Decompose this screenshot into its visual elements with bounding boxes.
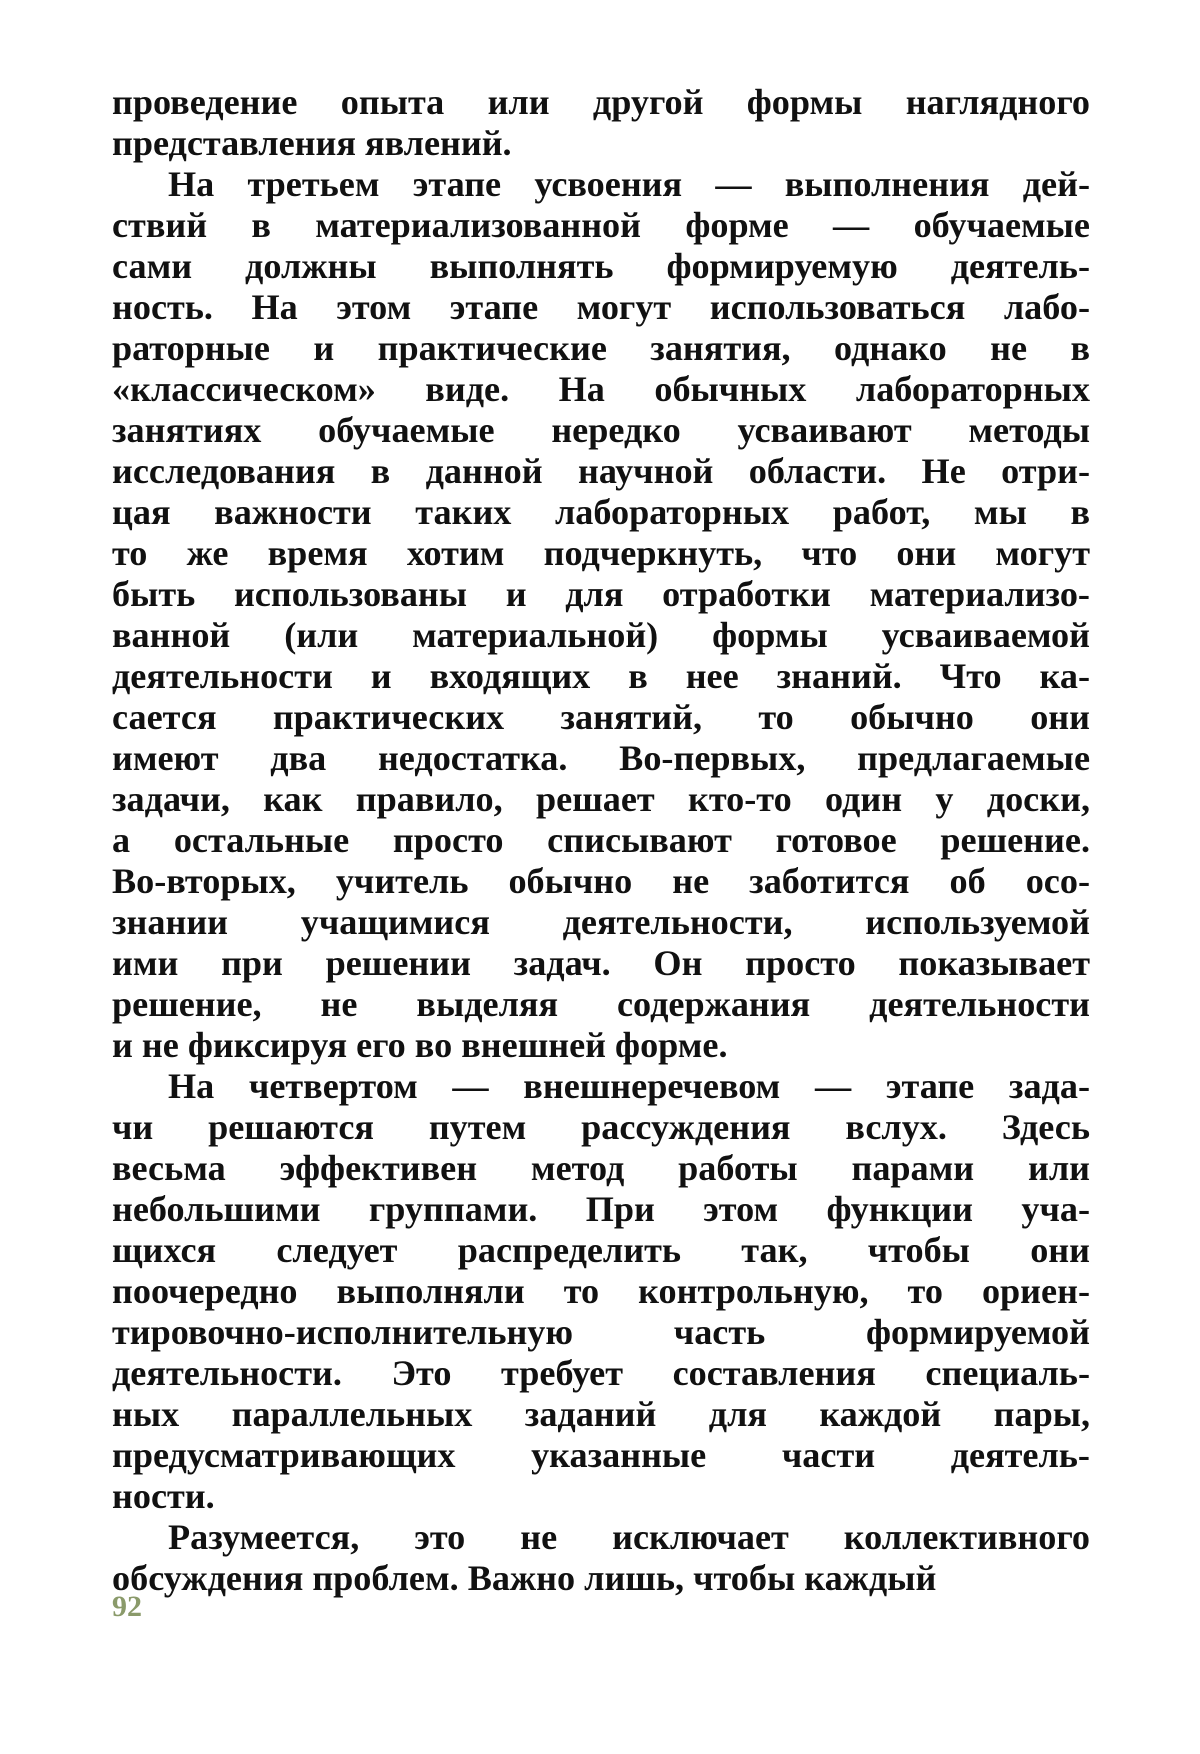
text-line: щихся следует распределить так, чтобы они xyxy=(112,1230,1090,1270)
text-line: представления явлений. xyxy=(112,123,512,163)
text-line: Во-вторых, учитель обычно не заботится об осо- xyxy=(112,861,1090,901)
paragraph xyxy=(112,164,1090,1066)
text-line: На четвертом — внешнеречевом — этапе зада- xyxy=(168,1066,1090,1106)
text-line: а остальные просто списывают готовое решение. xyxy=(112,820,1090,860)
text-line: ими при решении задач. Он просто показывает xyxy=(112,943,1090,983)
text-line: деятельности и входящих в нее знаний. Что ка- xyxy=(112,656,1090,696)
body-text xyxy=(112,82,1090,1599)
text-line: и не фиксируя его во внешней форме. xyxy=(112,1025,728,1065)
text-line: ность. На этом этапе могут использоваться лабо- xyxy=(112,287,1090,327)
text-line: цая важности таких лабораторных работ, мы в xyxy=(112,492,1090,532)
text-line: ности. xyxy=(112,1476,215,1516)
text-line: проведение опыта или другой формы наглядного xyxy=(112,82,1090,122)
text-line: ванной (или материальной) формы усваиваемой xyxy=(112,615,1090,655)
text-line: обсуждения проблем. Важно лишь, чтобы каждый xyxy=(112,1558,937,1598)
text-line: решение, не выделяя содержания деятельности xyxy=(112,984,1090,1024)
text-line: занятиях обучаемые нередко усваивают методы xyxy=(112,410,1090,450)
text-line: тировочно-исполнительную часть формируемой xyxy=(112,1312,1090,1352)
text-line: На третьем этапе усвоения — выполнения дей- xyxy=(168,164,1090,204)
text-line: имеют два недостатка. Во-первых, предлагаемые xyxy=(112,738,1090,778)
text-line: «классическом» виде. На обычных лабораторных xyxy=(112,369,1090,409)
text-line: знании учащимися деятельности, используемой xyxy=(112,902,1090,942)
text-line: небольшими группами. При этом функции уча- xyxy=(112,1189,1090,1229)
text-line: деятельности. Это требует составления специаль- xyxy=(112,1353,1090,1393)
text-line: поочередно выполняли то контрольную, то ориен- xyxy=(112,1271,1090,1311)
text-line: весьма эффективен метод работы парами или xyxy=(112,1148,1090,1188)
text-line: быть использованы и для отработки материализо- xyxy=(112,574,1090,614)
text-line: Разумеется, это не исключает коллективного xyxy=(168,1517,1090,1557)
paragraph xyxy=(112,1517,1090,1599)
paragraph xyxy=(112,82,1090,164)
paragraph xyxy=(112,1066,1090,1517)
text-line: исследования в данной научной области. Не отри- xyxy=(112,451,1090,491)
text-line: чи решаются путем рассуждения вслух. Здесь xyxy=(112,1107,1090,1147)
text-line: раторные и практические занятия, однако не в xyxy=(112,328,1090,368)
text-line: сается практических занятий, то обычно они xyxy=(112,697,1090,737)
text-line: то же время хотим подчеркнуть, что они могут xyxy=(112,533,1090,573)
text-line: ных параллельных заданий для каждой пары, xyxy=(112,1394,1090,1434)
text-line: ствий в материализованной форме — обучаемые xyxy=(112,205,1090,245)
text-line: сами должны выполнять формируемую деятель- xyxy=(112,246,1090,286)
text-line: задачи, как правило, решает кто-то один у доски, xyxy=(112,779,1090,819)
page-number: 92 xyxy=(112,1590,142,1623)
text-line: предусматривающих указанные части деятель- xyxy=(112,1435,1090,1475)
